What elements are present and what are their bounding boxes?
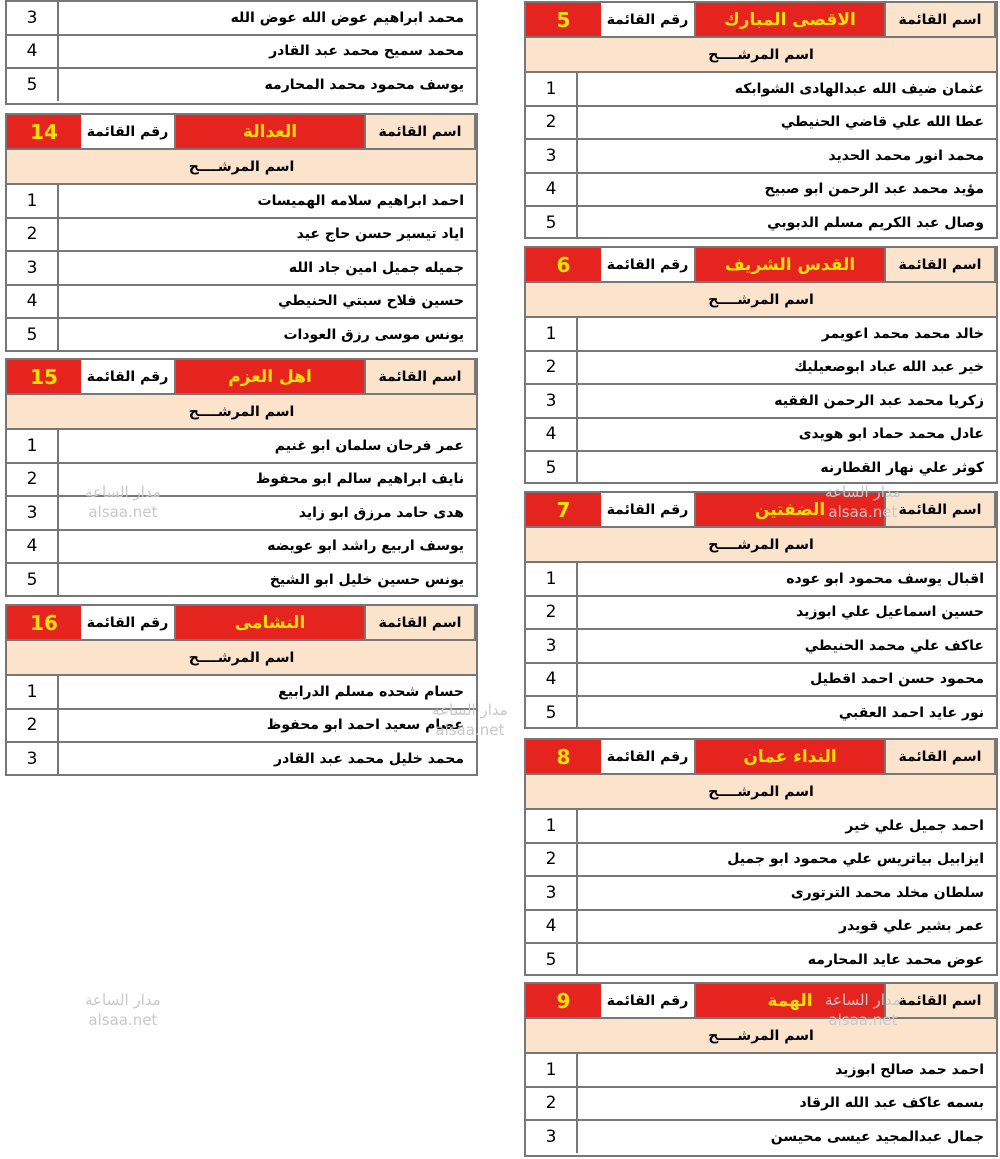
candidate-name: خالد محمد محمد اعويمر [821, 325, 984, 342]
candidate-name: عمر بشير علي قويدر [839, 918, 984, 935]
list-number-label: رقم القائمة [81, 606, 176, 639]
table-row: 1 عمر فرحان سلمان ابو غنيم [7, 430, 476, 464]
list-block-14 [5, 113, 478, 352]
table-row: 5 عوض محمد عايد المحارمه [526, 944, 996, 976]
table-row: 1 احمد جميل علي خير [526, 810, 996, 844]
table-row: 2 حسين اسماعيل علي ابوزيد [526, 597, 996, 631]
candidate-name: عاكف علي محمد الحنيطي [804, 637, 984, 654]
list-name: القدس الشريف [696, 248, 886, 281]
watermark: مدار الساعة alsaa.net [85, 483, 161, 521]
candidate-name: محمد انور محمد الحديد [828, 147, 984, 164]
list-number-label: رقم القائمة [601, 493, 696, 526]
candidate-name: محمد سميح محمد عبد القادر [269, 43, 464, 60]
table-row: 5 وصال عبد الكريم مسلم الدبوبي [526, 207, 996, 239]
list-number: 9 [526, 984, 601, 1017]
table-row: 1 خالد محمد محمد اعويمر [526, 318, 996, 352]
list-name-label: اسم القائمة [366, 360, 476, 393]
candidate-header: اسم المرشــــح [7, 150, 476, 185]
candidate-name: اياد تيسير حسن حاج عيد [296, 226, 464, 243]
candidate-name: وصال عبد الكريم مسلم الدبوبي [767, 214, 984, 231]
list-block-9 [524, 982, 998, 1157]
list-name: اهل العزم [176, 360, 366, 393]
table-row: 4 محمود حسن احمد اقطيل [526, 664, 996, 698]
candidate-name: حسام شحده مسلم الدرابيع [278, 683, 464, 700]
watermark: مدار الساعة alsaa.net [432, 701, 508, 739]
candidate-name: احمد ابراهيم سلامه الهميسات [257, 192, 464, 209]
table-row: 2 نايف ابراهيم سالم ابو محفوظ [7, 464, 476, 498]
candidate-name: عادل محمد حماد ابو هويدى [798, 426, 984, 443]
table-row: 5 يونس حسين خليل ابو الشيخ [7, 564, 476, 596]
list-number: 16 [7, 606, 81, 639]
candidate-name: عطا الله علي قاضي الحنيطي [780, 114, 984, 131]
list-name-label: اسم القائمة [886, 984, 996, 1017]
table-row: 3 سلطان مخلد محمد الترتورى [526, 877, 996, 911]
candidate-name: نايف ابراهيم سالم ابو محفوظ [255, 471, 464, 488]
candidate-name: يونس موسى رزق العودات [283, 326, 464, 343]
candidate-name: كوثر علي نهار القطارنه [820, 459, 984, 476]
list-block-16 [5, 604, 478, 776]
list-name: الهمة [696, 984, 886, 1017]
candidate-name: يوسف اربيع راشد ابو عويضه [267, 538, 464, 555]
candidate-name: عمر فرحان سلمان ابو غنيم [274, 437, 464, 454]
list-name-label: اسم القائمة [886, 740, 996, 773]
candidate-header: اسم المرشــــح [526, 38, 996, 73]
list-name-label: اسم القائمة [886, 3, 996, 36]
list-block-5 [524, 1, 998, 239]
candidate-name: محمد خليل محمد عبد القادر [274, 750, 464, 767]
candidate-name: عثمان ضيف الله عبدالهادى الشوابكه [734, 80, 984, 97]
list-name: العدالة [176, 115, 366, 148]
list-block-15 [5, 358, 478, 597]
table-row: 1 احمد ابراهيم سلامه الهميسات [7, 185, 476, 219]
candidate-name: نور عايد احمد العقبي [838, 704, 984, 721]
table-row: 4 يوسف اربيع راشد ابو عويضه [7, 531, 476, 565]
table-row: 2 اياد تيسير حسن حاج عيد [7, 219, 476, 253]
candidate-name: احمد حمد صالح ابوزيد [835, 1061, 984, 1078]
candidate-header: اسم المرشــــح [526, 775, 996, 810]
list-name-label: اسم القائمة [366, 606, 476, 639]
list-number-label: رقم القائمة [81, 115, 176, 148]
table-row: 3 جمال عبدالمجيد عيسى محيسن [526, 1121, 996, 1153]
list-number: 15 [7, 360, 81, 393]
table-row: 2 خير عبد الله عباد ابوصعيليك [526, 352, 996, 386]
candidate-name: حسين اسماعيل علي ابوزيد [796, 604, 984, 621]
list-number: 14 [7, 115, 81, 148]
list-block-8 [524, 738, 998, 976]
list-name: النداء عمان [696, 740, 886, 773]
candidate-name: زكريا محمد عبد الرحمن الفقيه [774, 392, 984, 409]
table-row: 2 عطا الله علي قاضي الحنيطي [526, 107, 996, 141]
list-name: الاقصى المبارك [696, 3, 886, 36]
candidate-name: عوض محمد عايد المحارمه [807, 951, 984, 968]
candidate-header: اسم المرشــــح [526, 1019, 996, 1054]
list-name: النشامى [176, 606, 366, 639]
candidate-header: اسم المرشــــح [7, 641, 476, 676]
candidate-name: خير عبد الله عباد ابوصعيليك [794, 359, 984, 376]
table-row: 4 مؤيد محمد عبد الرحمن ابو صبيح [526, 174, 996, 208]
candidate-name: جمال عبدالمجيد عيسى محيسن [770, 1128, 984, 1145]
candidate-name: مؤيد محمد عبد الرحمن ابو صبيح [764, 181, 984, 198]
list-number-label: رقم القائمة [601, 3, 696, 36]
table-row: 2 عصام سعيد احمد ابو محفوظ [7, 710, 476, 744]
list-number-label: رقم القائمة [601, 740, 696, 773]
watermark: مدار الساعة alsaa.net [825, 991, 901, 1029]
table-row: 5 يوسف محمود محمد المحارمه [7, 69, 476, 101]
table-row: 2 ايزابيل بياتريس علي محمود ابو جميل [526, 844, 996, 878]
table-row: 5 كوثر علي نهار القطارنه [526, 452, 996, 484]
list-number: 6 [526, 248, 601, 281]
candidate-name: يونس حسين خليل ابو الشيخ [269, 571, 464, 588]
candidate-header: اسم المرشــــح [526, 283, 996, 318]
watermark: مدار الساعة alsaa.net [85, 991, 161, 1029]
list-name: الضفتين [696, 493, 886, 526]
table-row: 3 عاكف علي محمد الحنيطي [526, 630, 996, 664]
list-block-7 [524, 491, 998, 729]
table-row: 1 احمد حمد صالح ابوزيد [526, 1054, 996, 1088]
table-row: 4 محمد سميح محمد عبد القادر [7, 36, 476, 70]
candidate-name: هدى حامد مرزق ابو زايد [298, 504, 464, 521]
candidate-name: جميله جميل امين جاد الله [288, 259, 464, 276]
candidate-name: عصام سعيد احمد ابو محفوظ [266, 717, 464, 734]
list-block-6 [524, 246, 998, 484]
list-number-label: رقم القائمة [601, 984, 696, 1017]
table-row: 1 اقبال يوسف محمود ابو عوده [526, 563, 996, 597]
table-row: 1 حسام شحده مسلم الدرابيع [7, 676, 476, 710]
candidate-name: اقبال يوسف محمود ابو عوده [786, 570, 984, 587]
candidate-name: حسين فلاح سبتي الحنيطي [278, 293, 464, 310]
candidate-name: ايزابيل بياتريس علي محمود ابو جميل [727, 851, 984, 868]
table-row: 5 نور عايد احمد العقبي [526, 697, 996, 729]
list-number-label: رقم القائمة [81, 360, 176, 393]
candidate-name: بسمه عاكف عبد الله الرقاد [799, 1095, 984, 1112]
candidate-name: سلطان مخلد محمد الترتورى [790, 884, 984, 901]
list-name-label: اسم القائمة [886, 248, 996, 281]
candidate-header: اسم المرشــــح [7, 395, 476, 430]
candidate-name: يوسف محمود محمد المحارمه [264, 76, 464, 93]
table-row: 5 يونس موسى رزق العودات [7, 319, 476, 351]
list-name-label: اسم القائمة [886, 493, 996, 526]
table-row: 2 بسمه عاكف عبد الله الرقاد [526, 1088, 996, 1122]
table-row: 3 جميله جميل امين جاد الله [7, 252, 476, 286]
list-number-label: رقم القائمة [601, 248, 696, 281]
table-row: 1 عثمان ضيف الله عبدالهادى الشوابكه [526, 73, 996, 107]
candidate-header: اسم المرشــــح [526, 528, 996, 563]
candidate-name: محمد ابراهيم عوض الله عوض الله [230, 9, 464, 26]
table-row: 3 زكريا محمد عبد الرحمن الفقيه [526, 385, 996, 419]
table-row: 4 عمر بشير علي قويدر [526, 911, 996, 945]
list-name-label: اسم القائمة [366, 115, 476, 148]
table-row: 4 حسين فلاح سبتي الحنيطي [7, 286, 476, 320]
table-row: 4 عادل محمد حماد ابو هويدى [526, 419, 996, 453]
candidate-name: محمود حسن احمد اقطيل [810, 671, 984, 688]
list-number: 5 [526, 3, 601, 36]
watermark: مدار الساعة alsaa.net [825, 483, 901, 521]
table-row: 3 محمد خليل محمد عبد القادر [7, 743, 476, 775]
list-block-top-left [5, 0, 478, 105]
list-number: 7 [526, 493, 601, 526]
list-number: 8 [526, 740, 601, 773]
table-row: 3 هدى حامد مرزق ابو زايد [7, 497, 476, 531]
candidate-name: احمد جميل علي خير [845, 817, 984, 834]
table-row: 3 محمد انور محمد الحديد [526, 140, 996, 174]
table-row: 3 محمد ابراهيم عوض الله عوض الله [7, 2, 476, 36]
